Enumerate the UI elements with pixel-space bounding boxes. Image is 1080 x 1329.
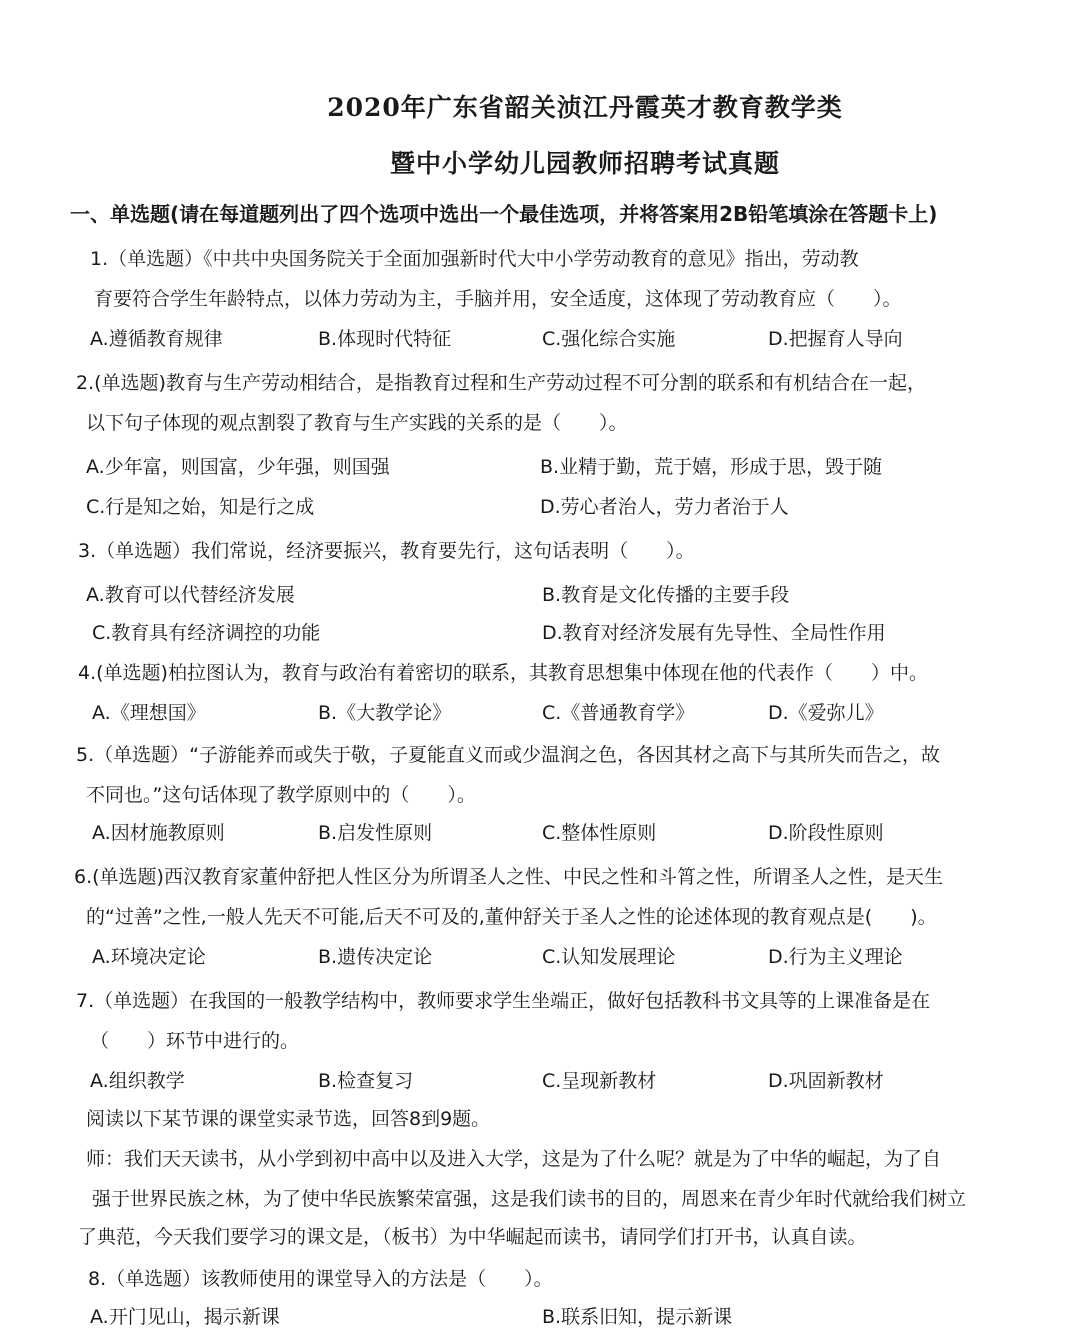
- question-4-option-c: C.《普通教育学》: [542, 702, 695, 724]
- question-1-line1: 1.（单选题）《中共中央国务院关于全面加强新时代大中小学劳动教育的意见》指出，劳动教: [90, 248, 859, 270]
- question-3-option-d: D.教育对经济发展有先导性、全局性作用: [542, 622, 886, 644]
- question-7-option-b: B.检查复习: [318, 1070, 414, 1092]
- reading-intro: 阅读以下某节课的课堂实录节选，回答8到9题。: [86, 1108, 491, 1130]
- question-2-line1: 2.(单选题)教育与生产劳动相结合，是指教育过程和生产劳动过程不可分割的联系和有机结合在一起，: [76, 372, 926, 394]
- question-1-option-d: D.把握育人导向: [768, 328, 903, 350]
- question-5-option-a: A.因材施教原则: [92, 822, 225, 844]
- question-6-option-b: B.遗传决定论: [318, 946, 433, 968]
- question-1-option-b: B.体现时代特征: [318, 328, 452, 350]
- exam-title-line2: 暨中小学幼儿园教师招聘考试真题: [389, 149, 780, 178]
- question-1-option-a: A.遵循教育规律: [90, 328, 223, 350]
- question-7-option-c: C.呈现新教材: [542, 1070, 657, 1092]
- question-5-option-d: D.阶段性原则: [768, 822, 884, 844]
- question-8-option-a: A.开门见山，揭示新课: [90, 1306, 280, 1328]
- question-7-line2: （ ）环节中进行的。: [90, 1030, 300, 1052]
- question-5-line1: 5.（单选题）“子游能养而或失于敬，子夏能直义而或少温润之色，各因其材之高下与其所失而告之，故: [76, 744, 940, 766]
- question-6-option-d: D.行为主义理论: [768, 946, 903, 968]
- question-2-option-c: C.行是知之始，知是行之成: [86, 496, 315, 518]
- question-6-option-c: C.认知发展理论: [542, 946, 676, 968]
- question-4-option-d: D.《爱弥儿》: [768, 702, 884, 724]
- question-2-option-b: B.业精于勤，荒于嬉，形成于思，毁于随: [540, 456, 883, 478]
- reading-passage-line2: 强于世界民族之林，为了使中华民族繁荣富强，这是我们读书的目的，周恩来在青少年时代就给我们树立: [92, 1188, 967, 1210]
- question-5-option-c: C.整体性原则: [542, 822, 657, 844]
- question-2-line2: 以下句子体现的观点割裂了教育与生产实践的关系的是（ ）。: [86, 412, 628, 434]
- question-1-line2: 育要符合学生年龄特点，以体力劳动为主，手脑并用，安全适度，这体现了劳动教育应（ ）。: [94, 288, 902, 310]
- question-2-option-a: A.少年富，则国富，少年强，则国强: [86, 456, 390, 478]
- question-1-option-c: C.强化综合实施: [542, 328, 676, 350]
- question-3-option-b: B.教育是文化传播的主要手段: [542, 584, 790, 606]
- reading-passage-line3: 了典范，今天我们要学习的课文是，（板书）为中华崛起而读书，请同学们打开书，认真自读。: [78, 1226, 867, 1248]
- question-5-option-b: B.启发性原则: [318, 822, 433, 844]
- question-5-line2: 不同也。”这句话体现了教学原则中的（ ）。: [86, 784, 476, 806]
- question-2-option-d: D.劳心者治人，劳力者治于人: [540, 496, 789, 518]
- question-4-option-b: B.《大教学论》: [318, 702, 452, 724]
- question-6-option-a: A.环境决定论: [92, 946, 206, 968]
- question-4-option-a: A.《理想国》: [92, 702, 206, 724]
- section-heading: 一、单选题(请在每道题列出了四个选项中选出一个最佳选项，并将答案用2B铅笔填涂在答题卡上): [70, 202, 938, 226]
- question-3-option-c: C.教育具有经济调控的功能: [92, 622, 321, 644]
- question-7-option-a: A.组织教学: [90, 1070, 185, 1092]
- question-6-line2: 的“过善”之性,一般人先天不可能,后天不可及的,董仲舒关于圣人之性的论述体现的教育观点是( )。: [86, 906, 937, 928]
- question-8-line1: 8.（单选题）该教师使用的课堂导入的方法是（ ）。: [88, 1268, 553, 1290]
- question-3-line1: 3.（单选题）我们常说，经济要振兴，教育要先行，这句话表明（ ）。: [78, 540, 695, 562]
- question-8-option-b: B.联系旧知，提示新课: [542, 1306, 733, 1328]
- question-3-option-a: A.教育可以代替经济发展: [86, 584, 295, 606]
- question-6-line1: 6.(单选题)西汉教育家董仲舒把人性区分为所谓圣人之性、中民之性和斗筲之性，所谓圣人之性，是天生: [74, 866, 943, 888]
- question-7-line1: 7.（单选题）在我国的一般教学结构中，教师要求学生坐端正，做好包括教科书文具等的上课准备是在: [76, 990, 931, 1012]
- question-4-line1: 4.(单选题)柏拉图认为，教育与政治有着密切的联系，其教育思想集中体现在他的代表作（ ）中。: [78, 662, 928, 684]
- reading-passage-line1: 师：我们天天读书，从小学到初中高中以及进入大学，这是为了什么呢？就是为了中华的崛起，为了自: [86, 1148, 942, 1170]
- exam-title-line1: 2020年广东省韶关浈江丹霞英才教育教学类: [327, 93, 843, 122]
- question-7-option-d: D.巩固新教材: [768, 1070, 884, 1092]
